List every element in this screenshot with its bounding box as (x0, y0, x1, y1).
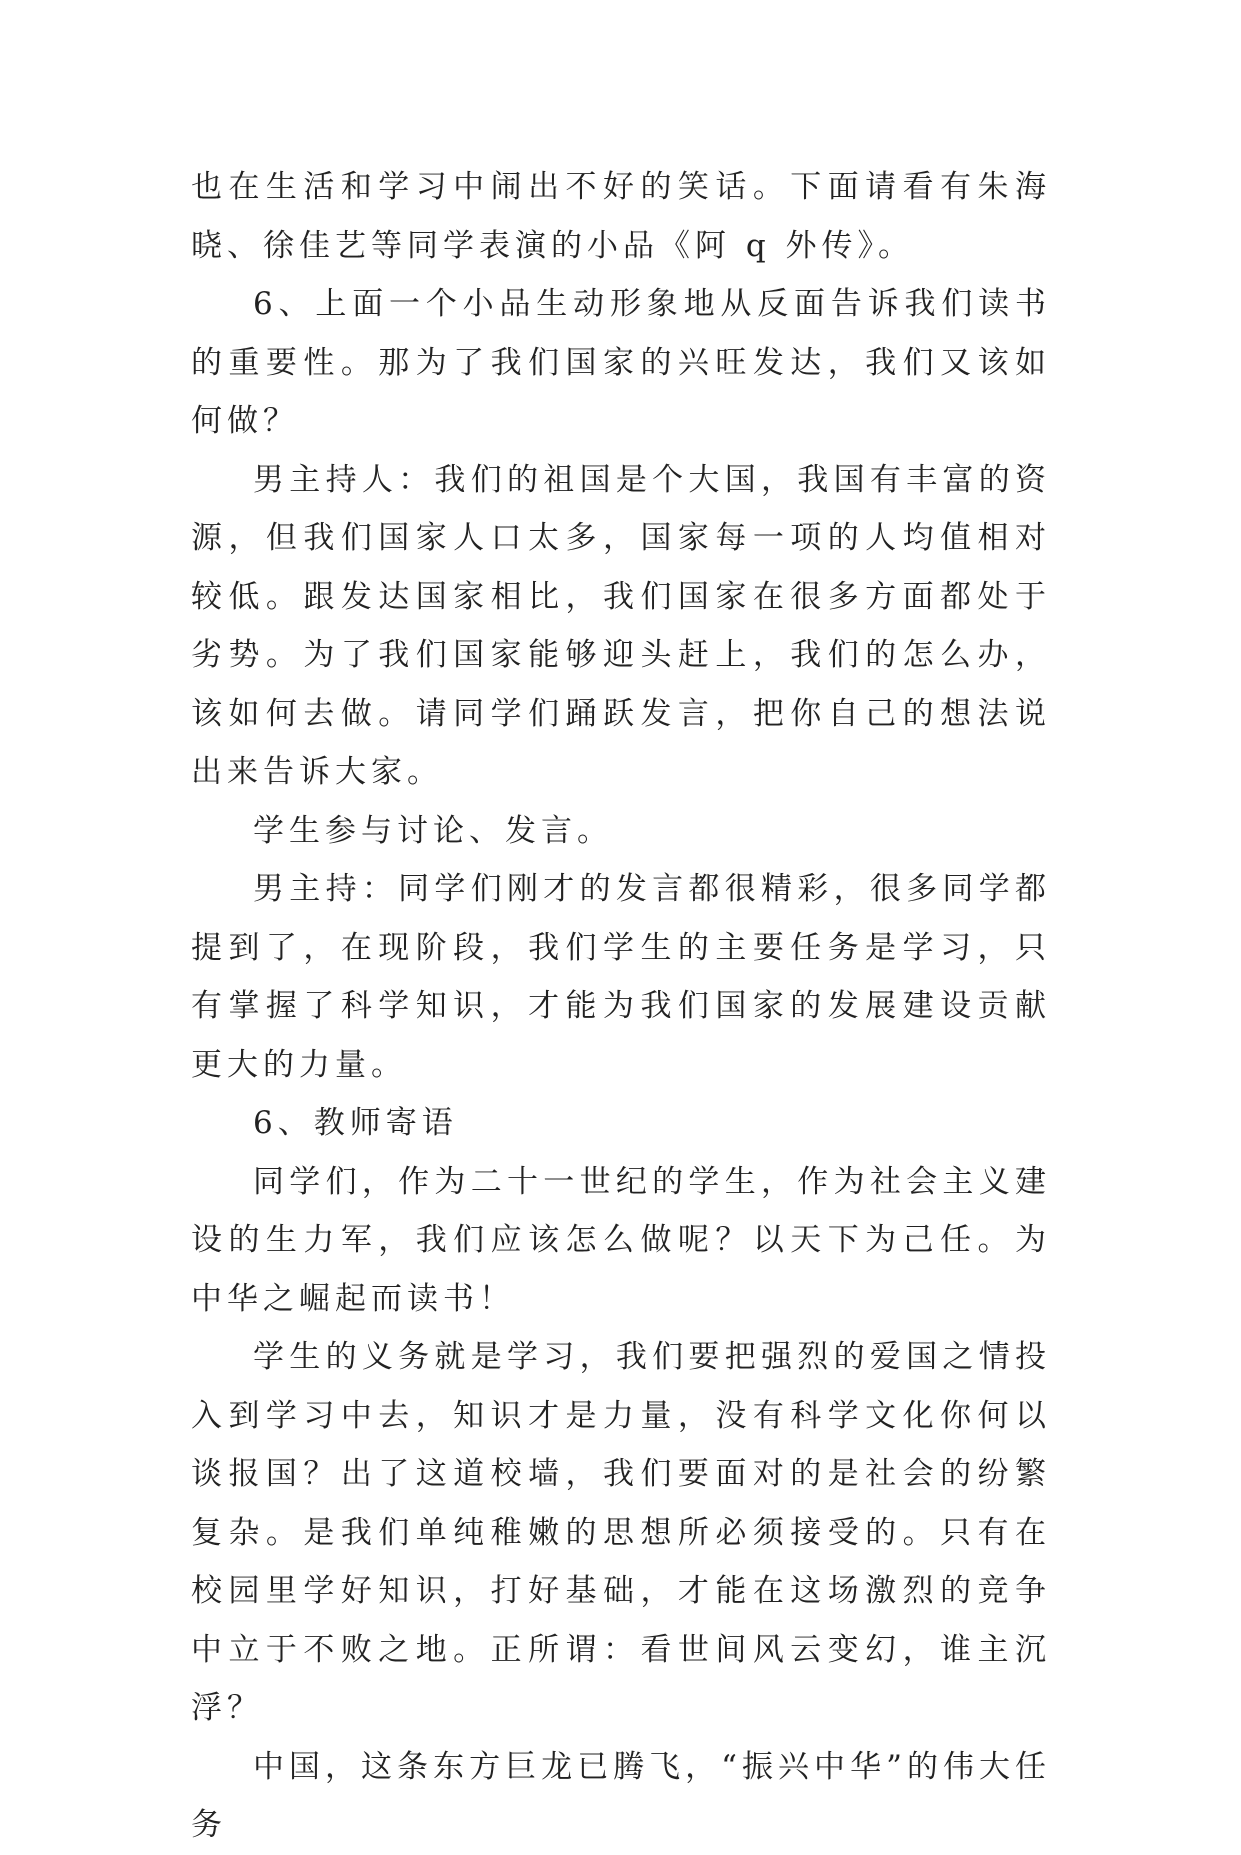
section-heading: 6、教师寄语 (253, 1105, 458, 1141)
paragraph: 中国，这条东方巨龙已腾飞，“振兴中华”的伟大任务 (191, 1748, 1051, 1843)
paragraph: 学生的义务就是学习，我们要把强烈的爱国之情投入到学习中去，知识才是力量，没有科学文化你何以谈报国？出了这道校墙，我们要面对的是社会的纷繁复杂。是我们单纯稚嫩的思想所必须接受的。只有在校园里学好知识，打好基础，才能在这场激烈的竞争中立于不败之地。正所谓：看世间风云变幻，谁主沉浮？ (191, 1339, 1051, 1726)
document-body (191, 158, 1051, 1855)
paragraph: 男主持：同学们刚才的发言都很精彩，很多同学都提到了，在现阶段，我们学生的主要任务是学习，只有掌握了科学知识，才能为我们国家的发展建设贡献更大的力量。 (191, 871, 1051, 1083)
paragraph-continuation: 也在生活和学习中闹出不好的笑话。下面请看有朱海晓、徐佳艺等同学表演的小品《阿 q 外传》。 (191, 169, 1051, 264)
paragraph: 6、上面一个小品生动形象地从反面告诉我们读书的重要性。那为了我们国家的兴旺发达，我们又该如何做？ (191, 286, 1051, 439)
paragraph: 学生参与讨论、发言。 (253, 812, 613, 849)
paragraph: 同学们，作为二十一世纪的学生，作为社会主义建设的生力军，我们应该怎么做呢？以天下为己任。为中华之崛起而读书！ (191, 1163, 1051, 1317)
paragraph: 男主持人：我们的祖国是个大国，我国有丰富的资源，但我们国家人口太多，国家每一项的人均值相对较低。跟发达国家相比，我们国家在很多方面都处于劣势。为了我们国家能够迎头赶上，我们的怎么办，该如何去做。请同学们踊跃发言，把你自己的想法说出来告诉大家。 (191, 461, 1051, 790)
